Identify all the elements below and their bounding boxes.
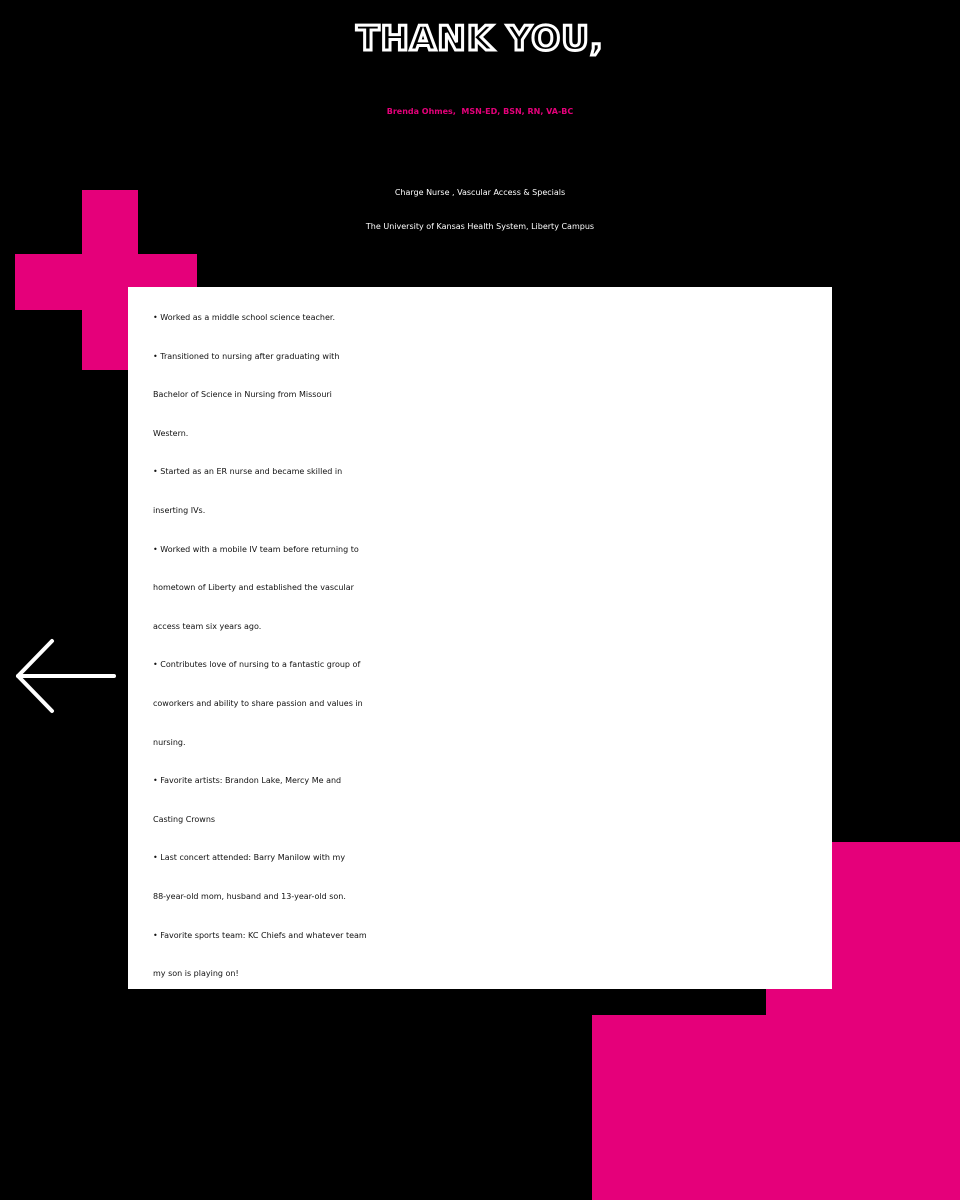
bio-line: • Contributes love of nursing to a fantastic group of: [153, 660, 361, 670]
honoree-title: Charge Nurse , Vascular Access & Specials: [394, 188, 566, 197]
bio-line: 88-year-old mom, husband and 13-year-old son.: [153, 891, 346, 901]
left-arrow-icon[interactable]: [12, 636, 118, 716]
bio-line: hometown of Liberty and established the vascular: [153, 583, 354, 593]
bio-line: • Transitioned to nursing after graduating with: [153, 351, 340, 361]
bio-line: nursing.: [153, 737, 186, 747]
bio-line: Western.: [153, 428, 189, 438]
bio-line: my son is playing on!: [153, 969, 239, 979]
honoree-organization: The University of Kansas Health System, Liberty Campus: [365, 222, 595, 231]
bio-card: [128, 287, 832, 989]
bio-line: inserting IVs.: [153, 505, 206, 515]
bio-line: Casting Crowns: [153, 814, 216, 824]
cross-bottom-horizontal: [592, 1015, 960, 1200]
bio-line: access team six years ago.: [153, 621, 262, 631]
bio-line: • Worked as a middle school science teacher.: [153, 313, 335, 322]
bio-line: • Favorite sports team: KC Chiefs and whatever team: [153, 930, 367, 940]
bio-line: Bachelor of Science in Nursing from Missouri: [153, 390, 332, 400]
headline: THANK YOU,: [356, 19, 604, 59]
bio-line: • Worked with a mobile IV team before returning to: [153, 544, 359, 554]
bio-line: • Favorite artists: Brandon Lake, Mercy Me and: [153, 776, 342, 786]
honoree-name: Brenda Ohmes, MSN-ED, BSN, RN, VA-BC: [386, 107, 574, 116]
bio-line: • Last concert attended: Barry Manilow with my: [153, 853, 346, 863]
bio-line: coworkers and ability to share passion and values in: [153, 698, 363, 708]
bio-line: • Started as an ER nurse and became skilled in: [153, 467, 343, 477]
